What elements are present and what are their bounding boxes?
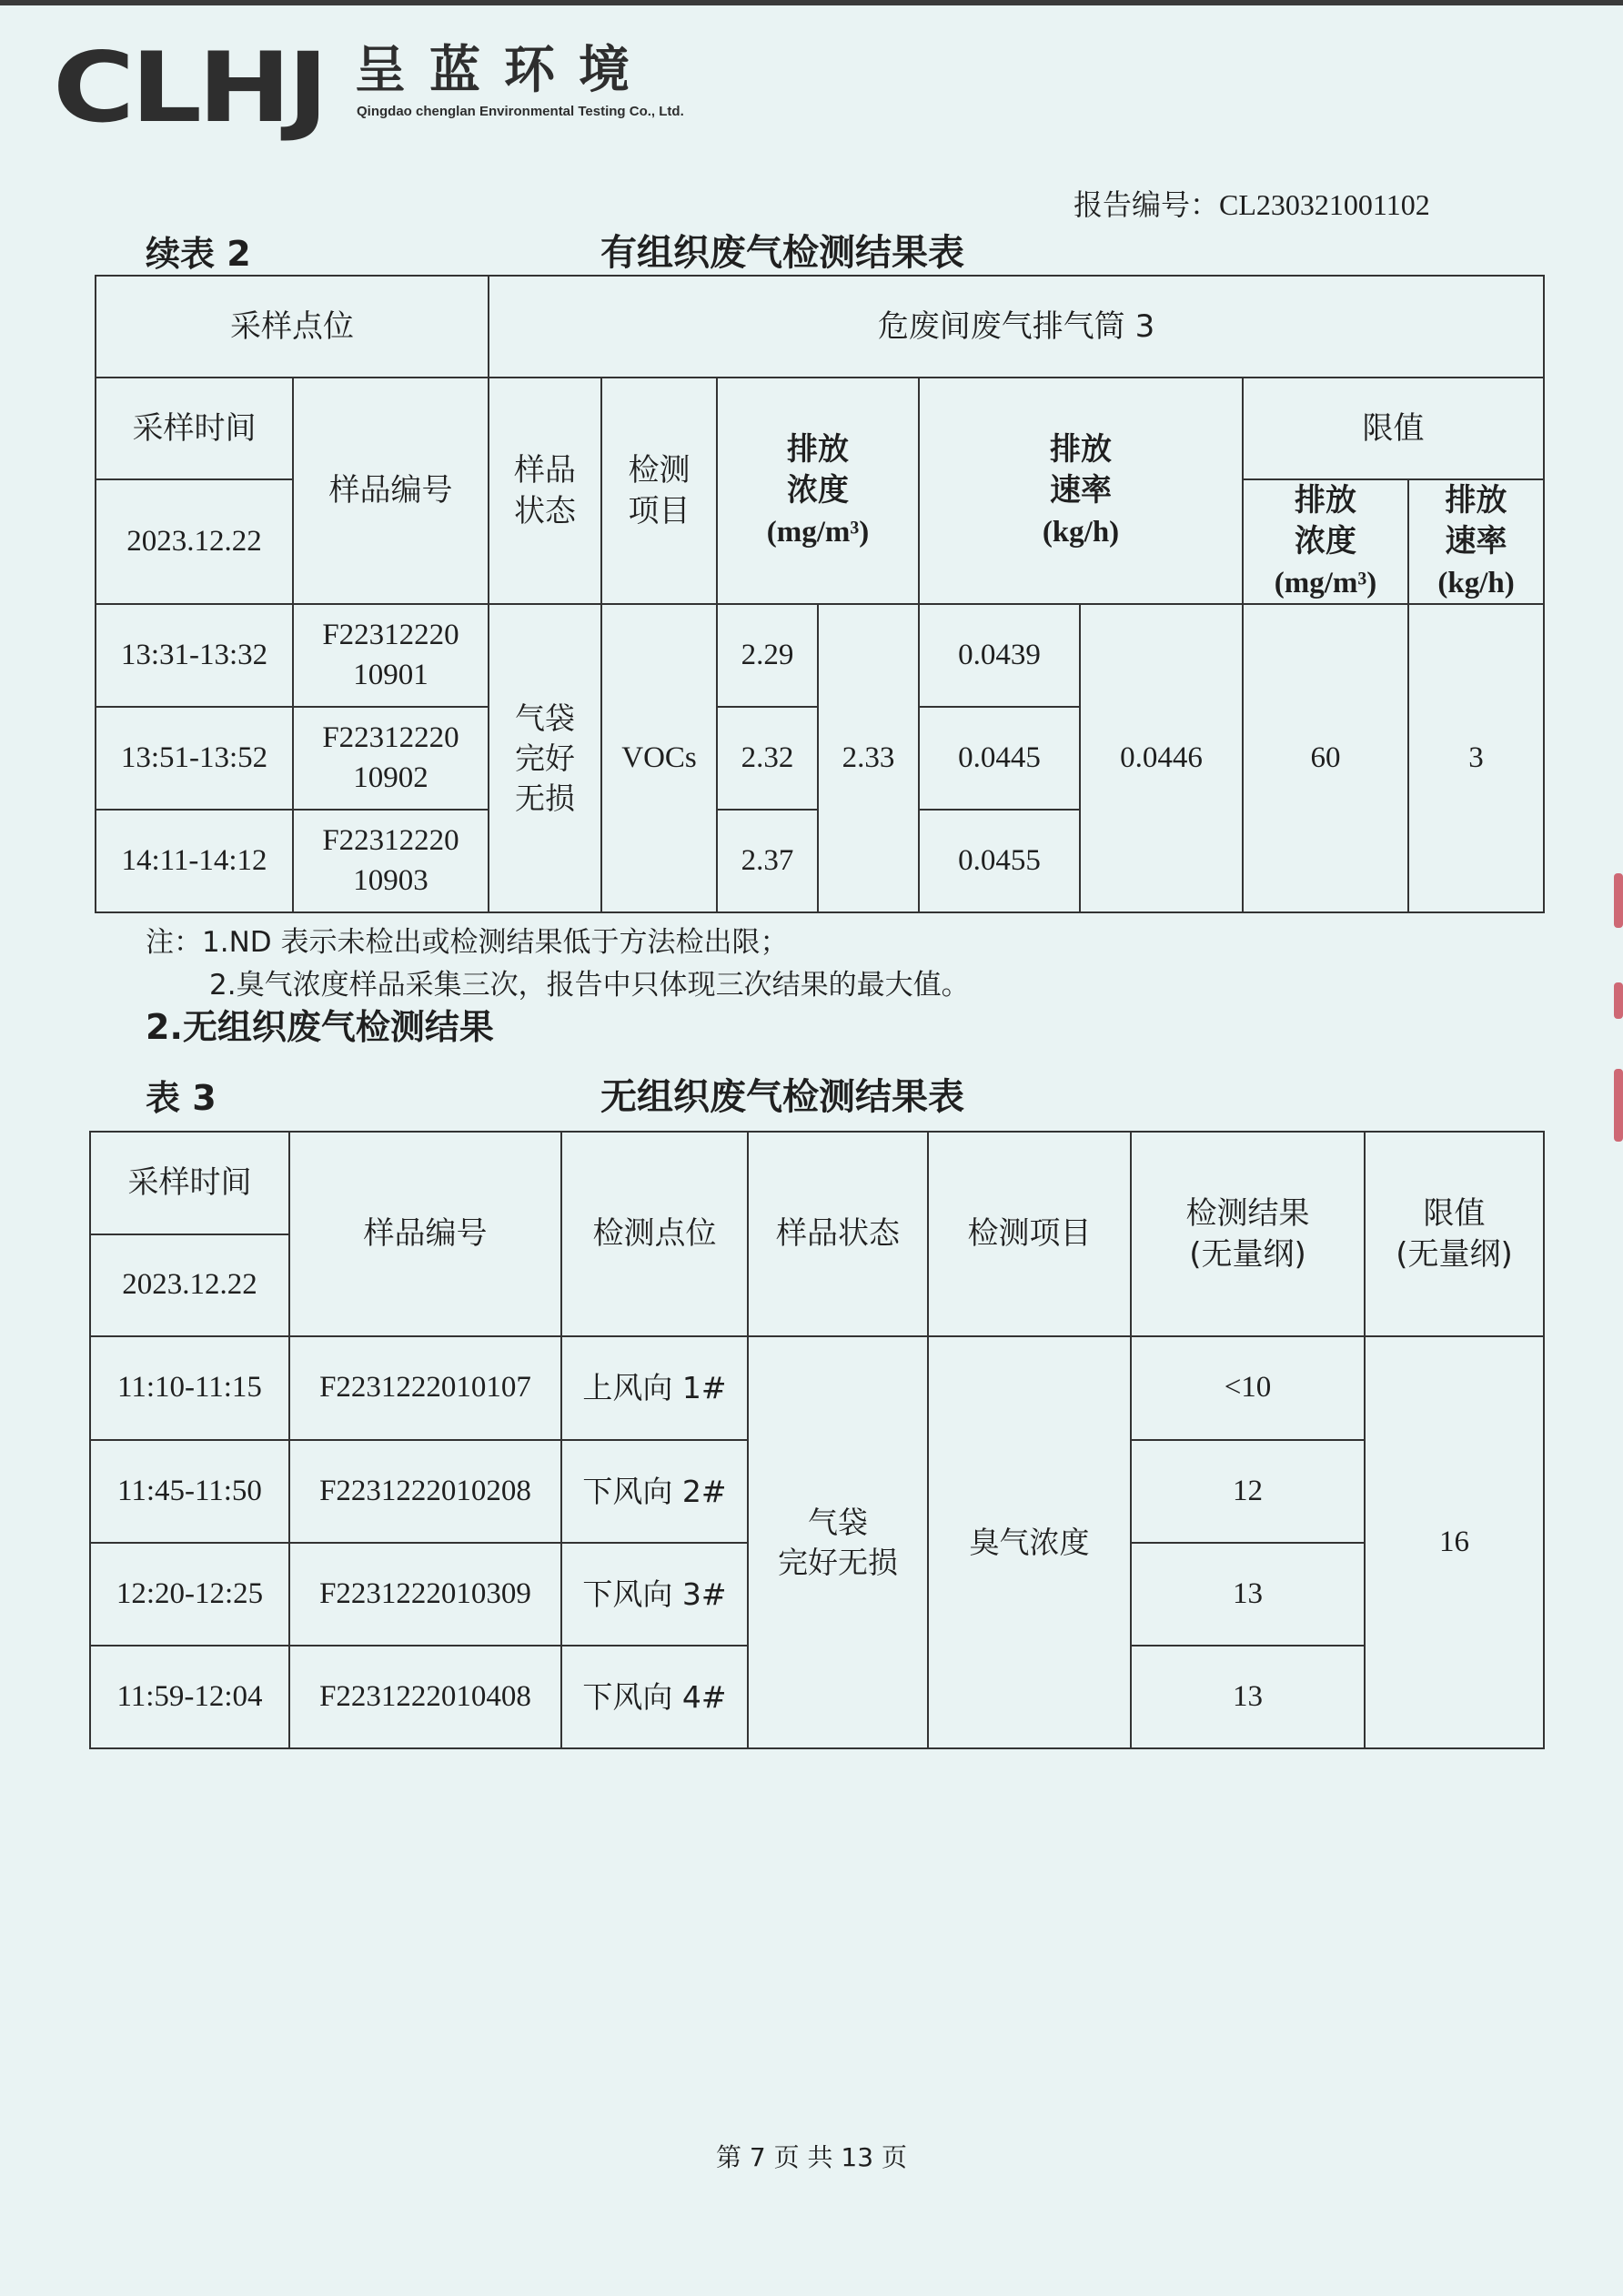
test-result: 13 xyxy=(1131,1543,1365,1646)
sample-state: 气袋 完好无损 xyxy=(748,1336,928,1748)
sampling-time: 11:59-12:04 xyxy=(90,1646,289,1748)
header-emission-rate: 排放 速率 (kg/h) xyxy=(919,378,1243,604)
seal-edge-mark xyxy=(1614,1069,1623,1142)
report-number xyxy=(1074,182,1430,224)
header-sample-number: 样品编号 xyxy=(293,378,489,604)
table-row xyxy=(90,1336,1544,1440)
company-name-en: Qingdao chenglan Environmental Testing Co., Ltd. xyxy=(357,104,684,119)
test-point: 上风向 1# xyxy=(561,1336,748,1440)
rate-value: 0.0455 xyxy=(919,810,1080,912)
sampling-time: 11:45-11:50 xyxy=(90,1440,289,1543)
table3-label: 表 3 xyxy=(146,1078,217,1118)
sample-number: F2231222010208 xyxy=(289,1440,561,1543)
header-limit-concentration: 排放 浓度 (mg/m³) xyxy=(1243,479,1408,604)
rate-value: 0.0445 xyxy=(919,707,1080,810)
header-sample-state: 样品状态 xyxy=(748,1132,928,1336)
header-sampling-time: 采样时间 xyxy=(90,1132,289,1234)
sampling-time: 12:20-12:25 xyxy=(90,1543,289,1646)
unorganized-emission-table xyxy=(89,1131,1545,1749)
test-result: 13 xyxy=(1131,1646,1365,1748)
header-limit: 限值 (无量纲) xyxy=(1365,1132,1544,1336)
test-point: 下风向 2# xyxy=(561,1440,748,1543)
header-limit: 限值 xyxy=(1243,378,1544,479)
test-item: VOCs xyxy=(601,604,717,912)
organized-emission-table xyxy=(95,275,1545,913)
sample-number: F2231222010408 xyxy=(289,1646,561,1748)
company-logo-mark: CLHJ xyxy=(53,32,325,144)
header-sampling-point: 采样点位 xyxy=(96,276,489,378)
sampling-date: 2023.12.22 xyxy=(96,479,293,604)
test-item: 臭气浓度 xyxy=(928,1336,1131,1748)
test-result: <10 xyxy=(1131,1336,1365,1440)
header-emission-concentration: 排放 浓度 (mg/m³) xyxy=(717,378,919,604)
company-name-cn: 呈蓝环境 xyxy=(355,41,653,100)
sample-state: 气袋 完好 无损 xyxy=(489,604,601,912)
concentration-value: 2.29 xyxy=(717,604,818,707)
table2-title: 有组织废气检测结果表 xyxy=(600,232,964,274)
table-row xyxy=(96,604,1544,707)
test-point: 下风向 3# xyxy=(561,1543,748,1646)
report-number-value: CL230321001102 xyxy=(1219,188,1430,221)
sampling-point-value: 危废间废气排气筒 3 xyxy=(489,276,1544,378)
header-sampling-time: 采样时间 xyxy=(96,378,293,479)
sampling-date: 2023.12.22 xyxy=(90,1234,289,1336)
concentration-value: 2.32 xyxy=(717,707,818,810)
note-2: 2.臭气浓度样品采集三次，报告中只体现三次结果的最大值。 xyxy=(209,969,970,1002)
table3-title: 无组织废气检测结果表 xyxy=(600,1076,964,1118)
report-number-label: 报告编号： xyxy=(1074,187,1220,222)
sample-number: F22312220 10903 xyxy=(293,810,489,912)
sample-number: F2231222010107 xyxy=(289,1336,561,1440)
section-2-heading: 2.无组织废气检测结果 xyxy=(146,1007,494,1047)
limit-value: 16 xyxy=(1365,1336,1544,1748)
test-point: 下风向 4# xyxy=(561,1646,748,1748)
page-footer: 第 7 页 共 13 页 xyxy=(716,2142,907,2172)
seal-edge-mark xyxy=(1614,982,1623,1019)
rate-average: 0.0446 xyxy=(1080,604,1243,912)
sampling-time: 13:51-13:52 xyxy=(96,707,293,810)
limit-concentration: 60 xyxy=(1243,604,1408,912)
test-result: 12 xyxy=(1131,1440,1365,1543)
sampling-time: 11:10-11:15 xyxy=(90,1336,289,1440)
sample-number: F2231222010309 xyxy=(289,1543,561,1646)
sampling-time: 13:31-13:32 xyxy=(96,604,293,707)
sampling-time: 14:11-14:12 xyxy=(96,810,293,912)
header-test-item: 检测项目 xyxy=(928,1132,1131,1336)
concentration-value: 2.37 xyxy=(717,810,818,912)
limit-rate: 3 xyxy=(1408,604,1544,912)
table2-label: 续表 2 xyxy=(146,234,251,274)
header-sample-number: 样品编号 xyxy=(289,1132,561,1336)
header-sample-state: 样品 状态 xyxy=(489,378,601,604)
sample-number: F22312220 10902 xyxy=(293,707,489,810)
header-limit-rate: 排放 速率 (kg/h) xyxy=(1408,479,1544,604)
header-test-result: 检测结果 (无量纲) xyxy=(1131,1132,1365,1336)
header-test-item: 检测 项目 xyxy=(601,378,717,604)
top-edge-bar xyxy=(0,0,1623,5)
seal-edge-mark xyxy=(1614,873,1623,928)
sample-number: F22312220 10901 xyxy=(293,604,489,707)
concentration-average: 2.33 xyxy=(818,604,919,912)
note-1: 注：1.ND 表示未检出或检测结果低于方法检出限； xyxy=(146,926,789,959)
rate-value: 0.0439 xyxy=(919,604,1080,707)
header-test-point: 检测点位 xyxy=(561,1132,748,1336)
